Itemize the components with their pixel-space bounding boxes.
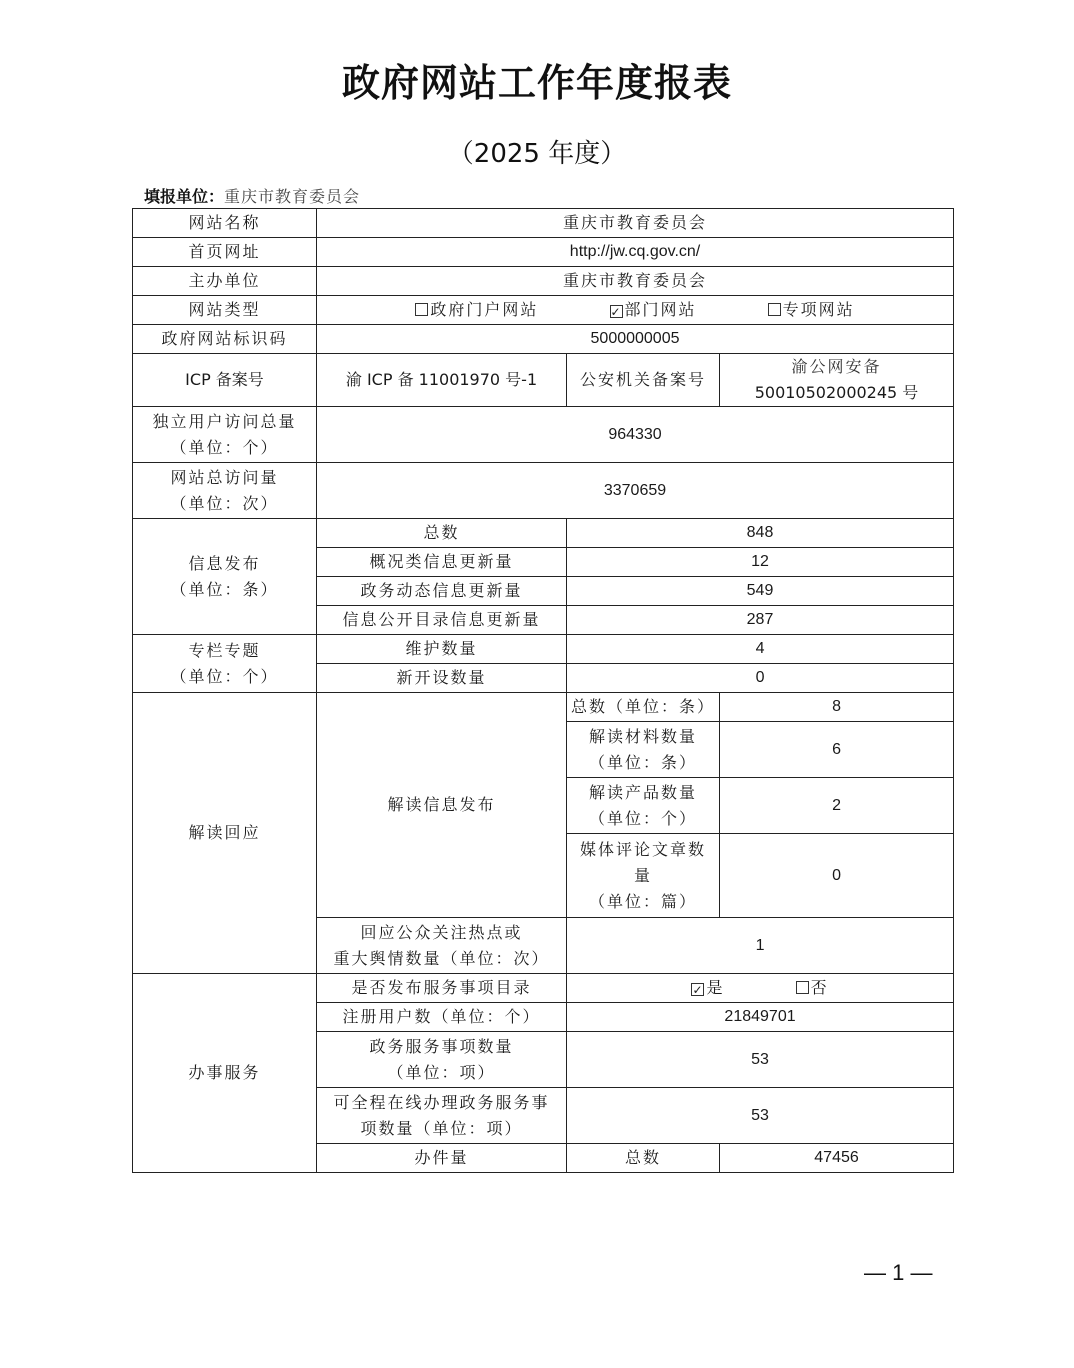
police-value-line1: 渝公网安备	[791, 357, 882, 376]
site-name-label: 网站名称	[133, 209, 317, 238]
label-line2: （单位：个）	[588, 808, 697, 828]
table-row	[133, 693, 954, 722]
checkbox-unchecked-icon[interactable]	[415, 303, 428, 316]
column-label-line2: （单位：个）	[170, 666, 279, 686]
column-label-line1: 专栏专题	[188, 640, 261, 660]
filler-label: 填报单位：	[144, 187, 225, 206]
option-special[interactable]	[768, 297, 855, 323]
table-row	[133, 463, 954, 519]
sponsor-value: 重庆市教育委员会	[317, 267, 954, 296]
interpret-publish-label: 解读信息发布	[317, 693, 567, 918]
report-year: （2025 年度）	[447, 139, 627, 169]
label-line1: 可全程在线办理政务服务事	[333, 1092, 550, 1112]
info-label-line2: （单位：条）	[170, 579, 279, 599]
catalog-options	[567, 974, 954, 1003]
checkbox-unchecked-icon[interactable]	[768, 303, 781, 316]
column-item-label: 新开设数量	[317, 664, 567, 693]
response-label	[317, 918, 567, 974]
catalog-label: 是否发布服务事项目录	[317, 974, 567, 1003]
homepage-label: 首页网址	[133, 238, 317, 267]
response-label-line1: 回应公众关注热点或	[360, 922, 523, 942]
site-type-options	[317, 296, 954, 325]
site-id-label: 政府网站标识码	[133, 325, 317, 354]
uv-label-line1: 独立用户访问总量	[152, 411, 297, 431]
checkbox-unchecked-icon[interactable]	[796, 981, 809, 994]
interpret-item-value: 8	[720, 693, 954, 722]
police-value	[720, 354, 954, 407]
site-name-value: 重庆市教育委员会	[317, 209, 954, 238]
option-label: 专项网站	[782, 300, 855, 319]
users-value: 21849701	[567, 1003, 954, 1032]
table-row	[133, 635, 954, 664]
icp-label: ICP 备案号	[133, 354, 317, 407]
column-item-label: 维护数量	[317, 635, 567, 664]
option-portal[interactable]	[415, 297, 538, 323]
label-line1: 政务服务事项数量	[369, 1036, 514, 1056]
online-items-value: 53	[567, 1088, 954, 1144]
pv-value: 3370659	[317, 463, 954, 519]
label-line3: （单位：篇）	[588, 891, 697, 911]
label-line2: （单位：项）	[387, 1062, 496, 1082]
info-item-label: 总数	[317, 519, 567, 548]
pv-label	[133, 463, 317, 519]
option-yes[interactable]	[691, 975, 724, 1001]
label-line1: 解读产品数量	[588, 782, 697, 802]
table-row	[133, 325, 954, 354]
interpret-item-label: 总数（单位：条）	[567, 693, 720, 722]
column-label	[133, 635, 317, 693]
online-items-label	[317, 1088, 567, 1144]
table-row	[133, 354, 954, 407]
volume-sub-label: 总数	[567, 1144, 720, 1173]
option-no[interactable]	[796, 975, 829, 1001]
pv-label-line1: 网站总访问量	[170, 467, 279, 487]
service-label: 办事服务	[133, 974, 317, 1173]
interpret-item-label	[567, 778, 720, 834]
label-line2: 项数量（单位：项）	[360, 1118, 523, 1138]
homepage-value: http://jw.cq.gov.cn/	[317, 238, 954, 267]
page-number: — 1 —	[864, 1260, 933, 1285]
site-type-label: 网站类型	[133, 296, 317, 325]
info-item-label: 信息公开目录信息更新量	[317, 606, 567, 635]
uv-label	[133, 407, 317, 463]
option-label: 是	[706, 978, 725, 997]
label-line2: 量	[633, 865, 652, 885]
option-label: 政府门户网站	[430, 300, 539, 319]
table-row	[133, 519, 954, 548]
table-row	[133, 209, 954, 238]
police-value-line2: 50010502000245 号	[754, 383, 919, 402]
sponsor-label: 主办单位	[133, 267, 317, 296]
interpret-item-label	[567, 834, 720, 918]
info-item-value: 549	[567, 577, 954, 606]
service-items-label	[317, 1032, 567, 1088]
uv-label-line2: （单位：个）	[170, 437, 279, 457]
column-item-value: 4	[567, 635, 954, 664]
column-item-value: 0	[567, 664, 954, 693]
site-id-value: 5000000005	[317, 325, 954, 354]
table-row	[133, 296, 954, 325]
info-item-label: 政务动态信息更新量	[317, 577, 567, 606]
table-row	[133, 407, 954, 463]
option-label: 部门网站	[624, 300, 697, 319]
report-table	[132, 208, 954, 1173]
option-department[interactable]	[610, 297, 697, 323]
label-line2: （单位：条）	[588, 752, 697, 772]
interpret-label: 解读回应	[133, 693, 317, 974]
table-row	[133, 974, 954, 1003]
info-label	[133, 519, 317, 635]
option-label: 否	[810, 978, 829, 997]
info-item-label: 概况类信息更新量	[317, 548, 567, 577]
page-title: 政府网站工作年度报表	[341, 60, 732, 105]
interpret-item-value: 0	[720, 834, 954, 918]
checkbox-checked-icon[interactable]: ✓	[692, 983, 705, 997]
uv-value: 964330	[317, 407, 954, 463]
response-value: 1	[567, 918, 954, 974]
info-item-value: 287	[567, 606, 954, 635]
checkbox-checked-icon[interactable]: ✓	[610, 305, 623, 319]
info-item-value: 12	[567, 548, 954, 577]
info-label-line1: 信息发布	[188, 553, 261, 573]
table-row	[133, 238, 954, 267]
filler-unit	[144, 184, 360, 207]
filler-value: 重庆市教育委员会	[224, 187, 361, 206]
volume-label: 办件量	[317, 1144, 567, 1173]
label-line1: 解读材料数量	[588, 726, 697, 746]
police-label: 公安机关备案号	[567, 354, 720, 407]
volume-value: 47456	[720, 1144, 954, 1173]
response-label-line2: 重大舆情数量（单位：次）	[333, 948, 550, 968]
table-row	[133, 267, 954, 296]
interpret-item-label	[567, 722, 720, 778]
label-line1: 媒体评论文章数	[579, 839, 706, 859]
icp-value: 渝 ICP 备 11001970 号-1	[317, 354, 567, 407]
pv-label-line2: （单位：次）	[170, 493, 279, 513]
users-label: 注册用户数（单位：个）	[317, 1003, 567, 1032]
info-item-value: 848	[567, 519, 954, 548]
interpret-item-value: 6	[720, 722, 954, 778]
service-items-value: 53	[567, 1032, 954, 1088]
interpret-item-value: 2	[720, 778, 954, 834]
